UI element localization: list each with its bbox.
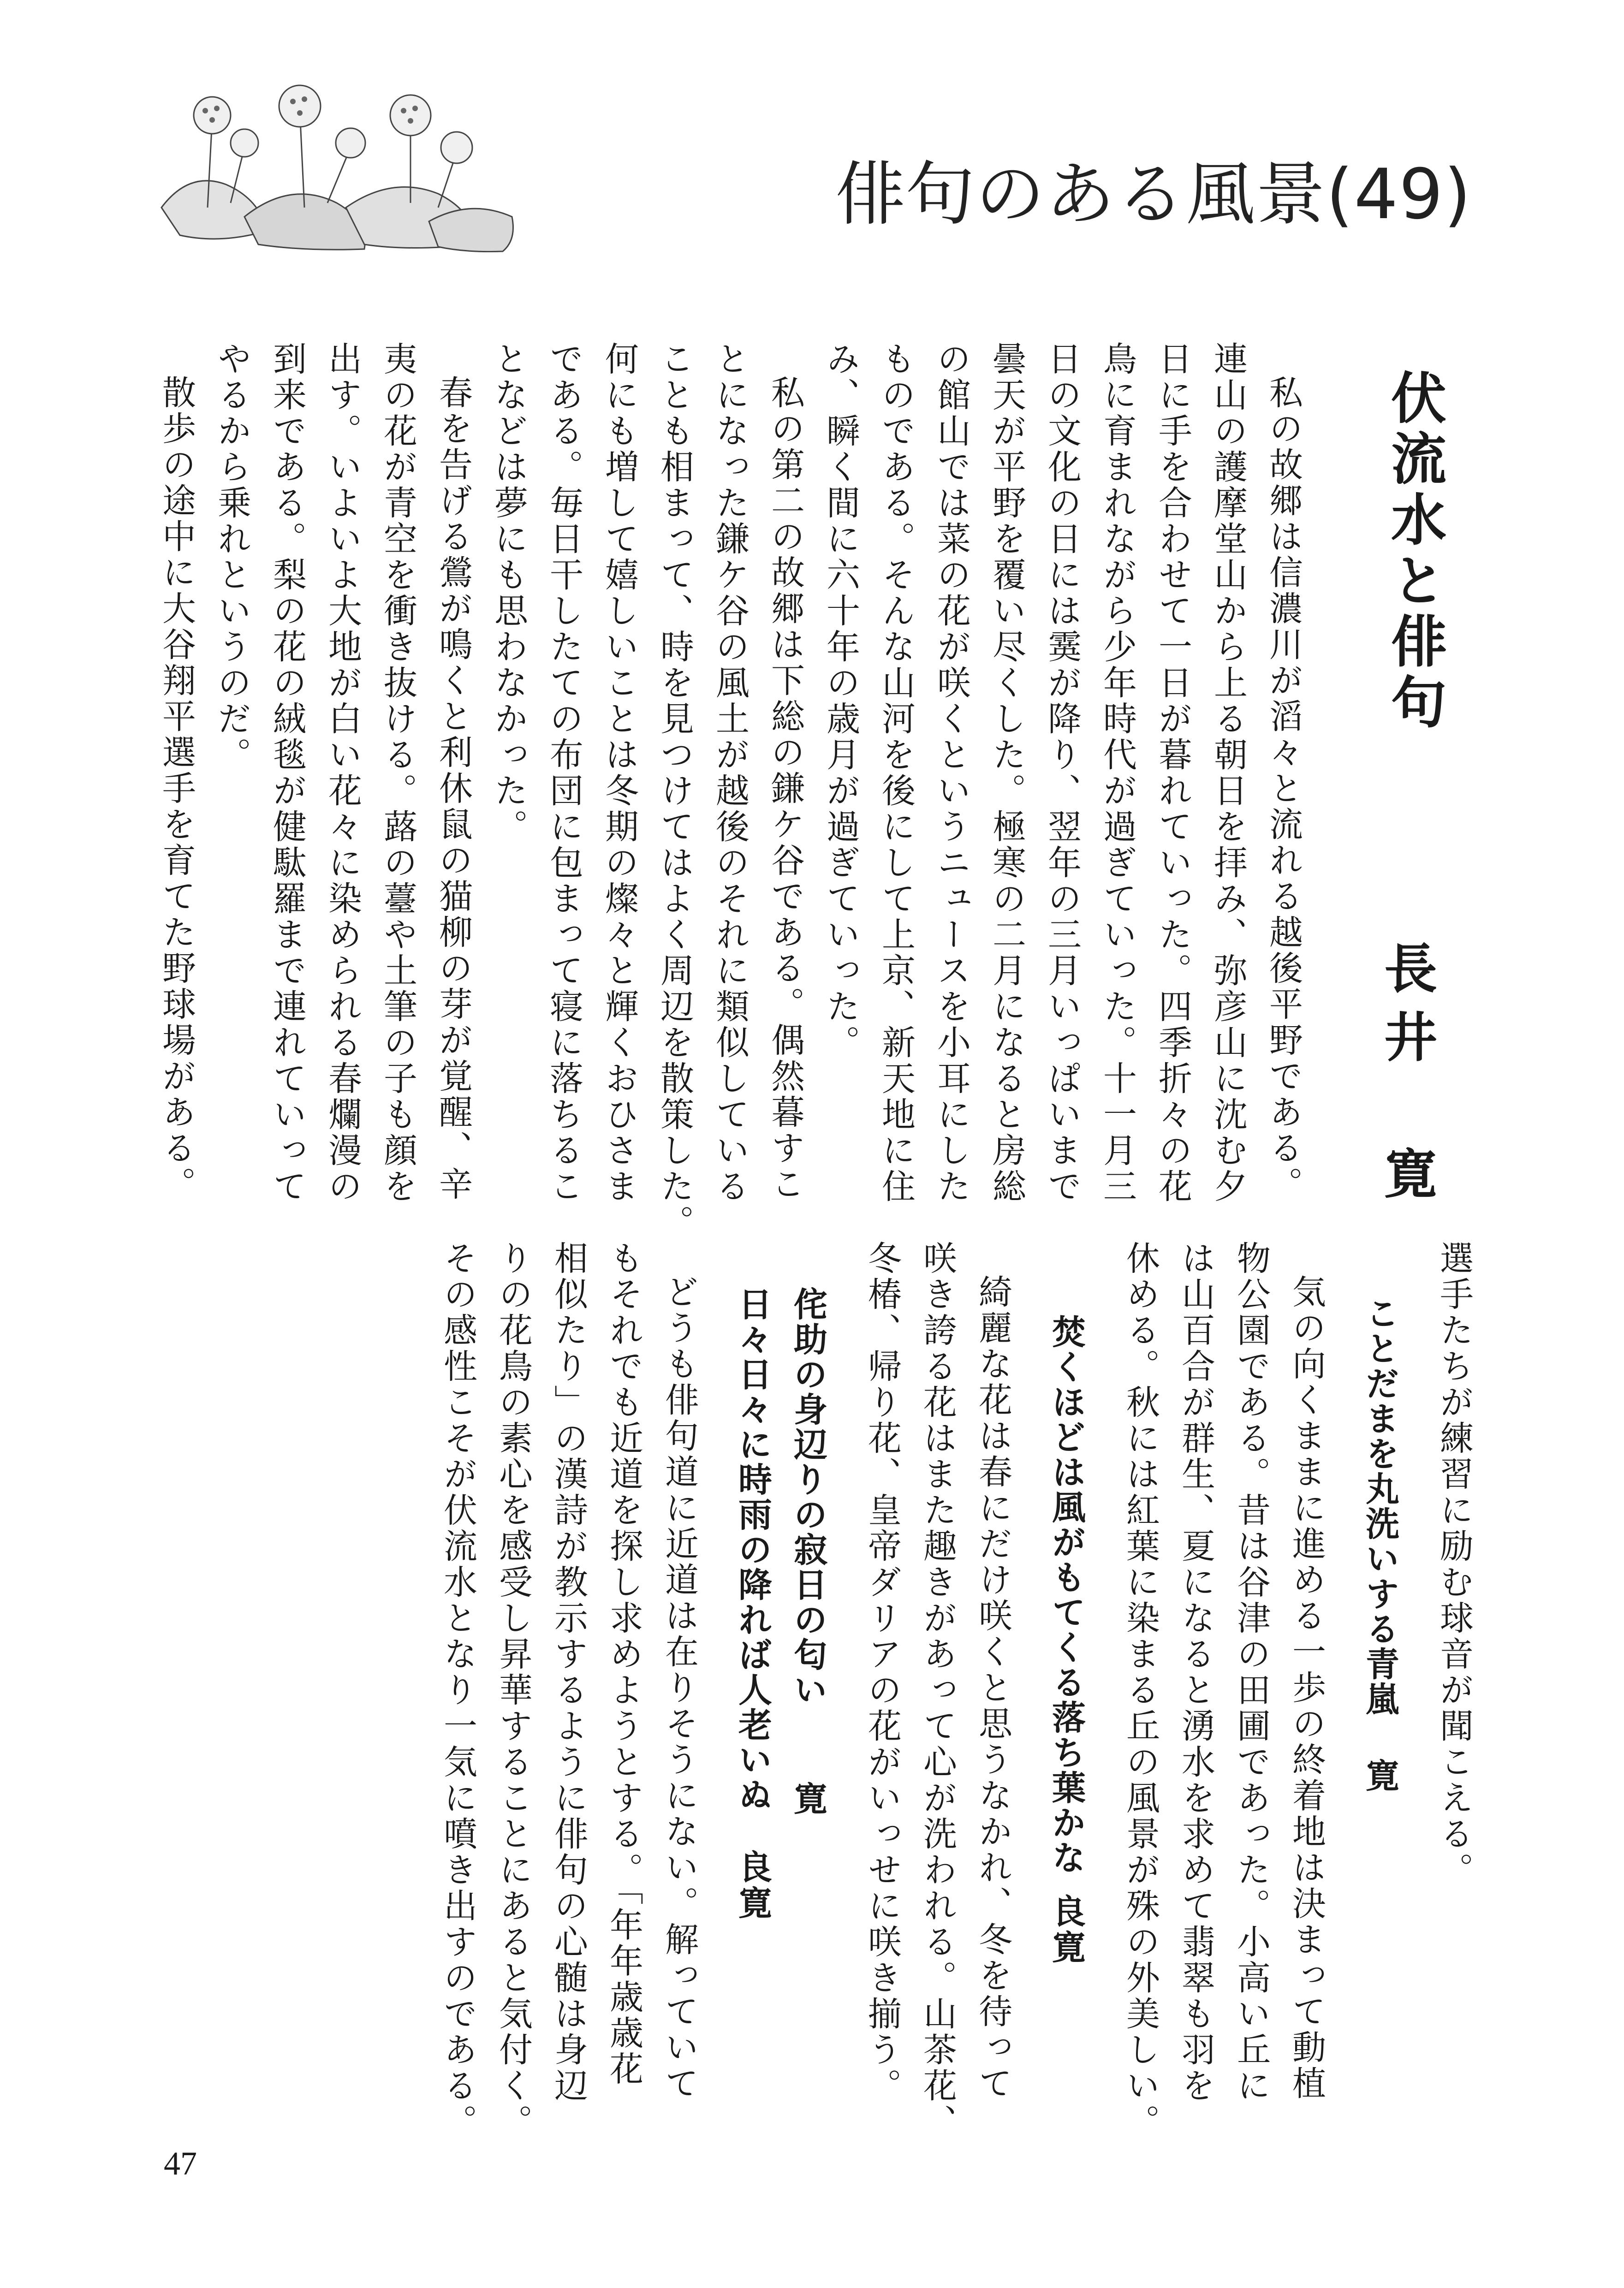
text-line: とになった鎌ケ谷の風土が越後のそれに類似している (710, 341, 749, 1205)
text-line: ことも相まって、時を見つけてはよく周辺を散策した。 (654, 341, 694, 1241)
text-line: 物公園である。昔は谷津の田圃であった。小高い丘に (1231, 1241, 1270, 2104)
text-line: 私の第二の故郷は下総の鎌ケ谷である。偶然暮すこ (765, 375, 804, 1202)
haiku-3 (780, 1241, 835, 2149)
paragraph (203, 341, 480, 1205)
text-line: 気の向くままに進める一歩の終着地は決まって動植 (1286, 1274, 1326, 2102)
text-line: 出す。いよいよ大地が白い花々に染められる春爛漫の (322, 341, 362, 1205)
lower-para-3 (854, 1241, 1020, 2149)
upper-body-text (148, 341, 1310, 1241)
text-line: 到来である。梨の花の絨毯が健駄羅まで連れていって (267, 341, 306, 1205)
text-line: 冬椿、帰り花、皇帝ダリアの花がいっせに咲き揃う。 (862, 1241, 901, 2104)
text-line: 何にも増して嬉しいことは冬期の燦々と輝くおひさま (599, 341, 638, 1205)
haiku-author: 寛 (788, 1781, 827, 1817)
haiku-2 (1038, 1241, 1094, 2149)
essay-title: 伏流水と俳句 (1382, 369, 1446, 734)
haiku-text: ことだまを丸洗いする青嵐 (1360, 1296, 1399, 1717)
text-line: の館山では菜の花が咲くというニュースを小耳にした (931, 341, 970, 1205)
haiku-4 (725, 1241, 780, 2149)
series-title: 俳句のある風景(49) (835, 155, 1472, 235)
text-line: は山百合が群生、夏になると湧水を求めて翡翠も羽を (1176, 1241, 1215, 2104)
lower-para-1 (1426, 1241, 1481, 2149)
text-line: 連山の護摩堂山から上る朝日を拝み、弥彦山に沈む夕 (1208, 341, 1247, 1205)
rapeseed-flower-illustration (152, 69, 521, 254)
text-line: 曇天が平野を覆い尽くした。極寒の二月になると房総 (987, 341, 1026, 1205)
text-line: もそれでも近道を探し求めようとする。「年年歳歳花 (604, 1241, 643, 2087)
text-line: となどは夢にも思わなかった。 (488, 341, 528, 845)
haiku-3-4 (725, 1241, 835, 2149)
text-line: 綺麗な花は春にだけ咲くと思うなかれ、冬を待って (973, 1274, 1012, 2102)
haiku-text: 侘助の身辺りの寂日の匂い (788, 1287, 827, 1707)
text-line: 夷の花が青空を衝き抜ける。蕗の薹や土筆の子も顔を (378, 341, 417, 1205)
paragraph (812, 341, 1310, 1205)
paragraph (480, 341, 812, 1241)
text-line: 鳥に育まれながら少年時代が過ぎていった。十一月三 (1097, 341, 1136, 1205)
text-line: やるから乗れというのだ。 (212, 341, 251, 773)
lower-para-4 (429, 1241, 706, 2149)
text-line: み、瞬く間に六十年の歳月が過ぎていった。 (821, 341, 860, 1061)
text-line: 日に手を合わせて一日が暮れていった。四季折々の花 (1153, 341, 1192, 1205)
text-line: 私の故郷は信濃川が滔々と流れる越後平野である。 (1263, 375, 1303, 1202)
paragraph (148, 341, 203, 1202)
text-line: である。毎日干したての布団に包まって寝に落ちるこ (544, 341, 583, 1205)
text-line: 相似たり」の漢詩が教示するように俳句の心髄は身辺 (548, 1241, 588, 2104)
lower-body-text (429, 1241, 1481, 2149)
text-line: 日の文化の日には霙が降り、翌年の三月いっぱいまで (1042, 341, 1081, 1205)
haiku-author: 寛 (1360, 1758, 1399, 1794)
text-line: 散歩の途中に大谷翔平選手を育てた野球場がある。 (156, 375, 196, 1202)
haiku-author: 良寛 (1046, 1894, 1086, 1966)
text-line: その感性こそが伏流水となり一気に噴き出すのである。 (438, 1241, 477, 2140)
page-number: 47 (164, 2145, 197, 2182)
text-line: ものである。そんな山河を後にして上京、新天地に住 (876, 341, 915, 1205)
text-line: りの花鳥の素心を感受し昇華することにあると気付く。 (493, 1241, 532, 2140)
haiku-text: 焚くほどは風がもてくる落ち葉かな (1046, 1314, 1086, 1875)
lower-para-2 (1112, 1241, 1333, 2149)
text-line: どうも俳句道に近道は在りそうにない。解っていて (659, 1274, 698, 2102)
text-line: 休める。秋には紅葉に染まる丘の風景が殊の外美しい。 (1120, 1241, 1160, 2140)
text-line: 選手たちが練習に励む球音が聞こえる。 (1434, 1241, 1473, 1888)
haiku-text: 日々日々に時雨の降れば人老いぬ (732, 1287, 772, 1813)
text-line: 咲き誇る花はまた趣きがあって心が洗われる。山茶花、 (917, 1241, 957, 2140)
haiku-1 (1352, 1241, 1407, 2149)
haiku-author: 良寛 (732, 1849, 772, 1921)
author-name: 長井 寛 (1375, 941, 1437, 1199)
text-line: 春を告げる鶯が鳴くと利休鼠の猫柳の芽が覚醒、辛 (433, 375, 472, 1202)
